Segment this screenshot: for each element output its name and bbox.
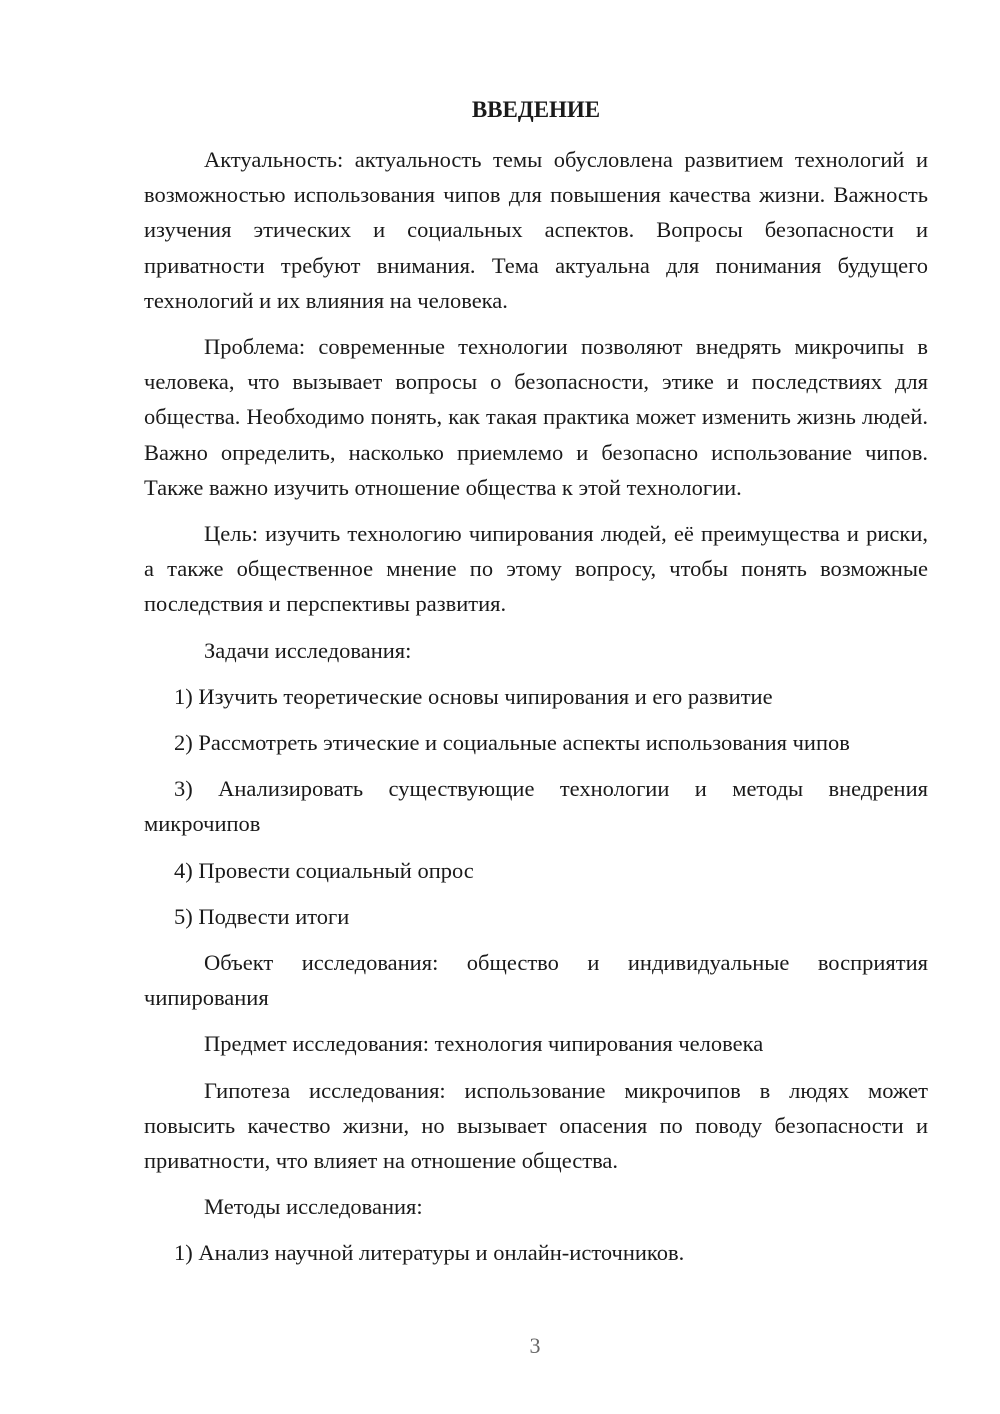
tasks-heading: Задачи исследования: — [204, 637, 412, 663]
problem-paragraph: Проблема: современные технологии позволяют внедрять микрочипы в человека, что вызывает вопросы о безопасности, этике и последствиях для общества. Необходимо понять, как такая практика может изменить жизнь людей. Важно определить, насколько приемлемо и безопасно использование чипов. Также важно изучить отношение общества к этой технологии. — [144, 334, 928, 500]
page-title: ВВЕДЕНИЕ — [471, 97, 601, 122]
task-item-5: 5) Подвести итоги — [174, 903, 350, 929]
methods-heading: Методы исследования: — [204, 1194, 423, 1220]
method-item-1: 1) Анализ научной литературы и онлайн-источников. — [174, 1240, 685, 1266]
task-item-4: 4) Провести социальный опрос — [174, 857, 474, 883]
document-page — [144, 92, 928, 1271]
goal-paragraph: Цель: изучить технологию чипирования людей, её преимущества и риски, а также общественное мнение по этому вопросу, чтобы понять возможные последствия и перспективы развития. — [144, 521, 928, 617]
task-item-1: 1) Изучить теоретические основы чипирования и его развитие — [174, 683, 773, 709]
relevance-paragraph: Актуальность: актуальность темы обусловлена развитием технологий и возможностью использования чипов для повышения качества жизни. Важность изучения этических и социальных аспектов. Вопросы безопасности и приватности требуют внимания. Тема актуальна для понимания будущего технологий и их влияния на человека. — [144, 147, 928, 313]
object-paragraph: Объект исследования: общество и индивидуальные восприятия чипирования — [144, 950, 928, 1011]
page-number: 3 — [529, 1333, 541, 1358]
subject-paragraph: Предмет исследования: технология чипирования человека — [204, 1031, 764, 1057]
hypothesis-paragraph: Гипотеза исследования: использование микрочипов в людях может повысить качество жизни, но вызывает опасения по поводу безопасности и приватности, что влияет на отношение общества. — [144, 1077, 928, 1174]
task-item-3: 3) Анализировать существующие технологии и методы внедрения микрочипов — [144, 776, 928, 837]
task-item-2: 2) Рассмотреть этические и социальные аспекты использования чипов — [174, 730, 850, 756]
